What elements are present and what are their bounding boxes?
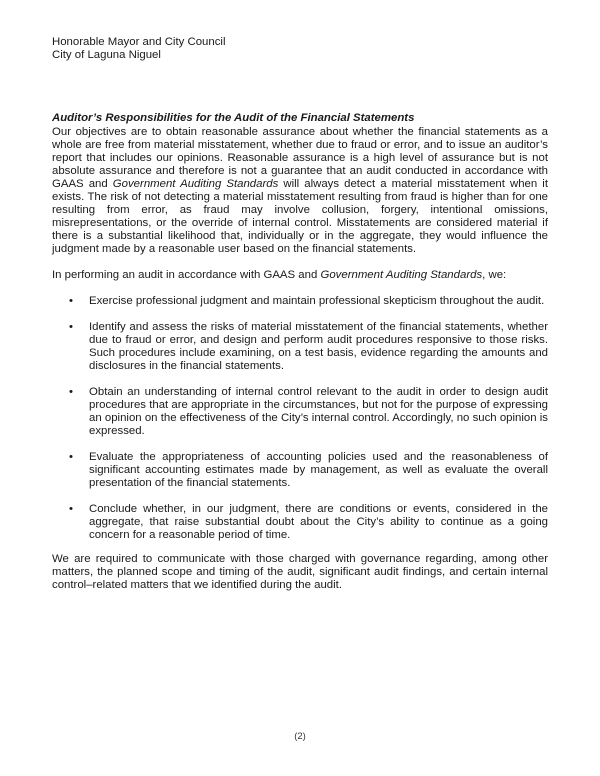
objectives-italic-standard: Government Auditing Standards bbox=[112, 178, 279, 190]
bullet-icon: • bbox=[69, 451, 73, 463]
list-item-text: Identify and assess the risks of material misstatement of the financial statements, whether due to fraud or error, and design and perform audit procedures responsive to those risks. Such procedures include examining, on a test basis, evidence regarding the amounts and disclosures in the financial statements. bbox=[89, 321, 548, 372]
objectives-paragraph bbox=[52, 126, 548, 256]
bullet-icon: • bbox=[69, 321, 73, 333]
objectives-text-2: will always detect a material misstatement when it exists. The risk of not detecting a material misstatement resulting from fraud is higher than for one resulting from error, as fraud may involve collusion, forgery, intentional omissions, misrepresentations, or the override of internal control. Misstatements are considered material if there is a substantial likelihood that, individually or in the aggregate, they would influence the judgment made by a reasonable user based on the financial statements. bbox=[52, 178, 548, 255]
list-item-text: Evaluate the appropriateness of accounting policies used and the reasonableness of significant accounting estimates made by management, as well as evaluate the overall presentation of the financial statements. bbox=[89, 451, 548, 489]
bullet-icon: • bbox=[69, 503, 73, 515]
list-item bbox=[52, 295, 548, 308]
responsibilities-list bbox=[52, 295, 548, 542]
addressee-line-1: Honorable Mayor and City Council bbox=[52, 36, 226, 48]
bullet-icon: • bbox=[69, 386, 73, 398]
document-page bbox=[52, 36, 548, 592]
list-item bbox=[52, 321, 548, 373]
section-heading: Auditor’s Responsibilities for the Audit of the Financial Statements bbox=[52, 112, 415, 124]
performing-italic-standard: Government Auditing Standards bbox=[320, 269, 483, 281]
addressee-block bbox=[52, 36, 548, 62]
list-item-text: Exercise professional judgment and maintain professional skepticism throughout the audit. bbox=[89, 295, 545, 307]
bullet-icon: • bbox=[69, 295, 73, 307]
performing-audit-paragraph bbox=[52, 269, 548, 282]
list-item bbox=[52, 451, 548, 490]
list-item bbox=[52, 503, 548, 542]
objectives-text-1: Our objectives are to obtain reasonable assurance about whether the financial statements as a whole are free from material misstatement, whether due to fraud or error, and to issue an auditor’s report that includes our opinions. Reasonable assurance is a high level of assurance but is not absolute assurance and therefore is not a guarantee that an audit conducted in accordance with GAAS and bbox=[52, 126, 548, 190]
list-item-text: Obtain an understanding of internal control relevant to the audit in order to design audit procedures that are appropriate in the circumstances, but not for the purpose of expressing an opinion on the effectiveness of the City’s internal control. Accordingly, no such opinion is expressed. bbox=[89, 386, 548, 437]
list-item bbox=[52, 386, 548, 438]
communication-paragraph: We are required to communicate with those charged with governance regarding, among other matters, the planned scope and timing of the audit, significant audit findings, and certain internal control–related matters that we identified during the audit. bbox=[52, 553, 548, 591]
addressee-line-2: City of Laguna Niguel bbox=[52, 49, 161, 61]
performing-text-1: In performing an audit in accordance with GAAS and bbox=[52, 269, 321, 281]
list-item-text: Conclude whether, in our judgment, there are conditions or events, considered in the aggregate, that raise substantial doubt about the City’s ability to continue as a going concern for a reasonable period of time. bbox=[89, 503, 548, 541]
page-number: (2) bbox=[294, 731, 306, 742]
performing-text-2: , we: bbox=[482, 269, 507, 281]
